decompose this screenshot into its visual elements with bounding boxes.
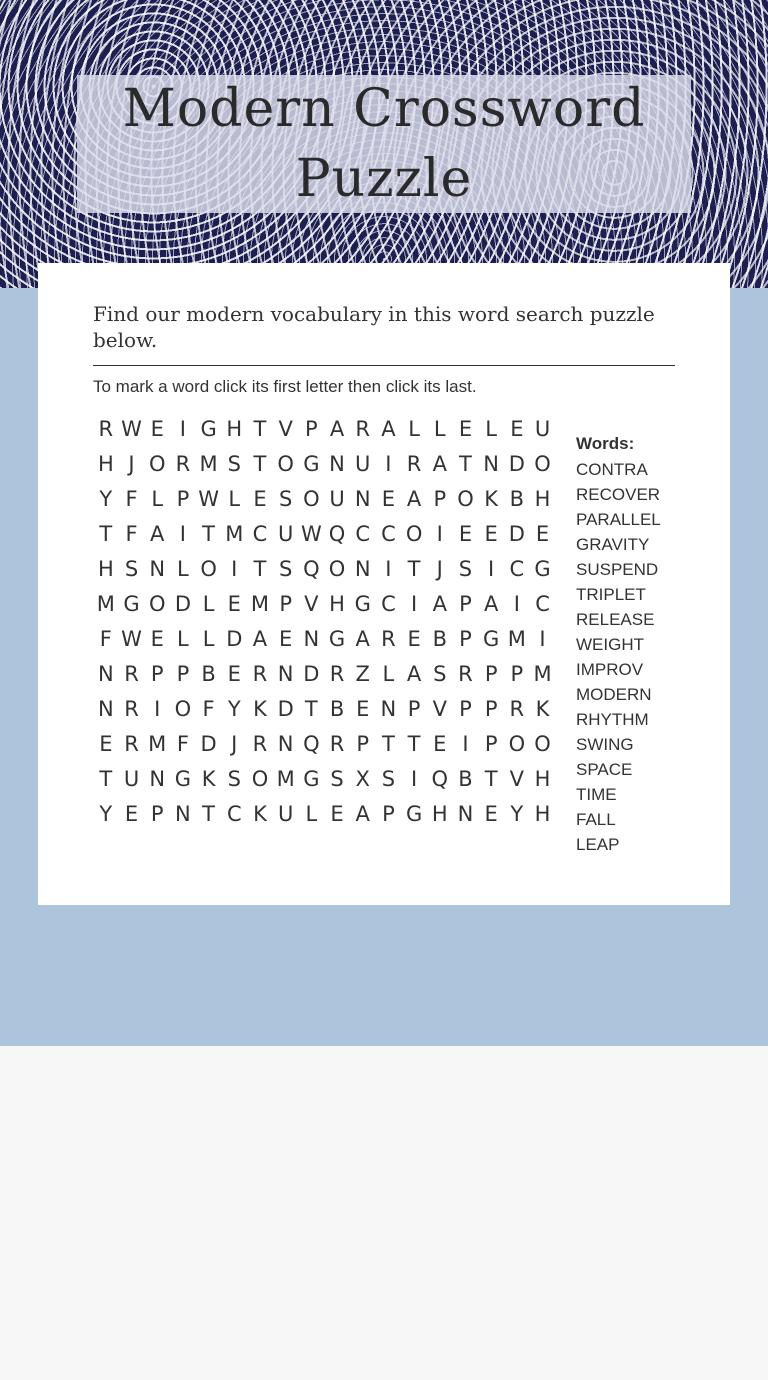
grid-letter[interactable]: N: [277, 661, 294, 686]
word-item: GRAVITY: [576, 535, 650, 554]
word-item: MODERN: [576, 685, 652, 704]
grid-letter[interactable]: F: [202, 696, 215, 721]
intro-text: Find our modern vocabulary in this word search puzzle below.: [93, 302, 655, 352]
grid-letter[interactable]: O: [328, 556, 346, 581]
grid-letter[interactable]: N: [277, 731, 294, 756]
word-item: FALL: [576, 810, 616, 829]
grid-letter[interactable]: G: [328, 626, 346, 651]
grid-letter[interactable]: T: [202, 521, 215, 546]
grid-letter[interactable]: B: [432, 626, 447, 651]
grid-letter[interactable]: Q: [303, 556, 320, 581]
grid-letter[interactable]: K: [201, 766, 216, 791]
grid-letter[interactable]: A: [252, 626, 268, 651]
grid-letter[interactable]: F: [99, 626, 112, 651]
grid-letter[interactable]: Q: [328, 521, 346, 546]
grid-letter[interactable]: N: [354, 556, 371, 581]
grid-letter[interactable]: O: [148, 451, 166, 476]
grid-letter[interactable]: T: [381, 731, 395, 756]
grid-letter[interactable]: L: [305, 801, 318, 826]
grid-letter[interactable]: E: [484, 801, 498, 826]
grid-letter[interactable]: X: [355, 766, 370, 791]
grid-letter[interactable]: G: [534, 556, 551, 581]
grid-letter[interactable]: O: [174, 696, 192, 721]
grid-letter[interactable]: V: [304, 591, 319, 616]
grid-letter[interactable]: M: [148, 731, 167, 756]
grid-letter[interactable]: E: [484, 521, 498, 546]
word-item: SUSPEND: [576, 560, 659, 579]
grid-letter[interactable]: L: [228, 486, 241, 511]
grid-letter[interactable]: G: [174, 766, 192, 791]
grid-letter[interactable]: I: [385, 451, 392, 476]
grid-letter[interactable]: T: [459, 451, 472, 476]
instructions-text: To mark a word click its first letter then click its last.: [93, 377, 477, 396]
grid-letter[interactable]: U: [329, 486, 345, 511]
grid-letter[interactable]: M: [276, 766, 295, 791]
grid-letter[interactable]: R: [124, 661, 139, 686]
grid-letter[interactable]: C: [535, 591, 550, 616]
grid-letter[interactable]: A: [381, 416, 396, 441]
grid-letter[interactable]: O: [277, 451, 294, 476]
grid-letter[interactable]: S: [330, 766, 344, 791]
grid-letter[interactable]: R: [175, 451, 191, 476]
grid-letter[interactable]: U: [123, 766, 140, 791]
grid-letter[interactable]: R: [98, 416, 114, 441]
grid-letter[interactable]: E: [381, 486, 396, 511]
grid-letter[interactable]: R: [252, 731, 268, 756]
grid-letter[interactable]: A: [406, 661, 422, 686]
title-line-1: Modern Crossword: [122, 79, 646, 139]
grid-letter[interactable]: C: [381, 591, 396, 616]
grid-letter[interactable]: H: [97, 451, 114, 476]
grid-letter[interactable]: E: [150, 626, 164, 651]
grid-letter[interactable]: L: [177, 626, 189, 651]
grid-letter[interactable]: N: [149, 556, 166, 581]
grid-letter[interactable]: P: [407, 696, 421, 721]
grid-letter[interactable]: E: [433, 731, 447, 756]
grid-letter[interactable]: T: [304, 696, 318, 721]
grid-letter[interactable]: H: [97, 556, 114, 581]
grid-letter[interactable]: K: [484, 486, 499, 511]
word-item: TIME: [576, 785, 617, 804]
divider: [93, 365, 675, 366]
grid-letter[interactable]: V: [278, 416, 293, 441]
word-item: IMPROV: [576, 660, 644, 679]
grid-letter[interactable]: E: [356, 696, 370, 721]
grid-letter[interactable]: G: [123, 591, 140, 616]
grid-letter[interactable]: O: [251, 766, 269, 791]
grid-letter[interactable]: D: [174, 591, 191, 616]
grid-letter[interactable]: J: [231, 731, 238, 756]
grid-letter[interactable]: O: [534, 451, 551, 476]
grid-letter[interactable]: P: [305, 416, 318, 441]
grid-letter[interactable]: E: [330, 801, 344, 826]
grid-letter[interactable]: I: [179, 521, 186, 546]
grid-letter[interactable]: R: [355, 416, 371, 441]
grid-letter[interactable]: W: [121, 626, 142, 651]
grid-letter[interactable]: P: [176, 486, 190, 511]
grid-letter[interactable]: I: [410, 591, 418, 616]
grid-letter[interactable]: I: [539, 626, 546, 651]
grid-letter[interactable]: N: [483, 451, 500, 476]
grid-letter[interactable]: C: [252, 521, 268, 546]
grid-letter[interactable]: L: [202, 591, 215, 616]
grid-letter[interactable]: B: [201, 661, 216, 686]
word-item: PARALLEL: [576, 510, 661, 529]
grid-letter[interactable]: O: [405, 521, 423, 546]
grid-letter[interactable]: D: [226, 626, 243, 651]
grid-letter[interactable]: T: [253, 451, 267, 476]
grid-letter[interactable]: Q: [431, 766, 449, 791]
grid-letter[interactable]: S: [458, 556, 473, 581]
grid-letter[interactable]: T: [99, 766, 113, 791]
grid-letter[interactable]: L: [433, 416, 446, 441]
grid-letter[interactable]: P: [279, 591, 292, 616]
grid-letter[interactable]: E: [99, 731, 113, 756]
grid-letter[interactable]: L: [151, 486, 164, 511]
puzzle-card: [38, 263, 730, 905]
grid-letter[interactable]: A: [406, 486, 422, 511]
grid-letter[interactable]: N: [97, 661, 114, 686]
grid-letter[interactable]: C: [226, 801, 242, 826]
grid-letter[interactable]: W: [121, 416, 142, 441]
grid-letter[interactable]: O: [148, 591, 166, 616]
grid-letter[interactable]: N: [149, 766, 166, 791]
grid-letter[interactable]: F: [125, 521, 138, 546]
grid-letter[interactable]: P: [150, 801, 164, 826]
word-items: [576, 457, 666, 857]
grid-letter[interactable]: D: [508, 521, 525, 546]
grid-letter[interactable]: O: [303, 486, 320, 511]
grid-letter[interactable]: E: [535, 521, 550, 546]
grid-letter[interactable]: Y: [227, 696, 241, 721]
grid-letter[interactable]: R: [406, 451, 422, 476]
grid-letter[interactable]: N: [380, 696, 397, 721]
grid-letter[interactable]: I: [154, 696, 161, 721]
grid-letter[interactable]: H: [431, 801, 448, 826]
grid-letter[interactable]: J: [436, 556, 443, 581]
letter-grid: [93, 411, 555, 831]
grid-letter[interactable]: E: [458, 416, 473, 441]
grid-letter[interactable]: T: [99, 521, 113, 546]
grid-letter[interactable]: I: [436, 521, 443, 546]
grid-letter[interactable]: I: [513, 591, 520, 616]
word-item: RECOVER: [576, 485, 661, 504]
grid-letter[interactable]: P: [484, 696, 498, 721]
word-item: LEAP: [576, 835, 620, 854]
grid-letter[interactable]: P: [484, 661, 498, 686]
grid-letter[interactable]: I: [410, 766, 418, 791]
grid-letter[interactable]: E: [510, 416, 524, 441]
grid-letter[interactable]: R: [381, 626, 396, 651]
grid-letter[interactable]: P: [459, 696, 472, 721]
grid-letter[interactable]: A: [432, 451, 447, 476]
grid-letter[interactable]: P: [459, 626, 472, 651]
grid-letter[interactable]: S: [433, 661, 447, 686]
grid-letter[interactable]: G: [303, 766, 320, 791]
grid-letter[interactable]: M: [199, 451, 218, 476]
grid-letter[interactable]: A: [355, 801, 370, 826]
grid-letter[interactable]: G: [483, 626, 500, 651]
grid-letter[interactable]: R: [458, 661, 473, 686]
grid-letter[interactable]: M: [507, 626, 526, 651]
grid-letter[interactable]: R: [252, 661, 268, 686]
grid-letter[interactable]: D: [508, 451, 525, 476]
grid-letter[interactable]: P: [433, 486, 447, 511]
grid-letter[interactable]: S: [278, 486, 293, 511]
grid-letter[interactable]: L: [177, 556, 189, 581]
grid-letter[interactable]: R: [124, 731, 139, 756]
grid-letter[interactable]: M: [96, 591, 115, 616]
grid-letter[interactable]: G: [405, 801, 423, 826]
grid-letter[interactable]: L: [408, 416, 420, 441]
grid-letter[interactable]: P: [356, 731, 370, 756]
grid-letter[interactable]: G: [354, 591, 371, 616]
grid-letter[interactable]: H: [534, 486, 551, 511]
grid-letter[interactable]: S: [227, 766, 241, 791]
word-list-heading: Words:: [576, 434, 635, 453]
grid-letter[interactable]: T: [484, 766, 498, 791]
grid-letter[interactable]: P: [382, 801, 395, 826]
word-list: [576, 433, 666, 857]
grid-letter[interactable]: E: [124, 801, 139, 826]
grid-letter[interactable]: E: [253, 486, 267, 511]
grid-letter[interactable]: D: [303, 661, 320, 686]
grid-letter[interactable]: T: [253, 416, 267, 441]
grid-letter[interactable]: I: [462, 731, 469, 756]
word-item: SWING: [576, 735, 634, 754]
grid-letter[interactable]: O: [200, 556, 217, 581]
grid-letter[interactable]: H: [226, 416, 243, 441]
page-title: [123, 74, 646, 214]
grid-letter[interactable]: A: [483, 591, 499, 616]
grid-letter[interactable]: N: [303, 626, 320, 651]
grid-letter[interactable]: F: [125, 486, 138, 511]
grid-letter[interactable]: E: [227, 591, 241, 616]
grid-letter[interactable]: R: [124, 696, 139, 721]
grid-letter[interactable]: B: [509, 486, 525, 511]
grid-letter[interactable]: O: [457, 486, 474, 511]
grid-letter[interactable]: R: [329, 731, 345, 756]
grid-letter[interactable]: I: [488, 556, 495, 581]
grid-letter[interactable]: A: [150, 521, 165, 546]
grid-letter[interactable]: T: [407, 556, 421, 581]
grid-letter[interactable]: E: [279, 626, 293, 651]
grid-letter[interactable]: V: [509, 766, 525, 791]
grid-letter[interactable]: Z: [355, 661, 370, 686]
grid-letter[interactable]: J: [128, 451, 135, 476]
grid-letter[interactable]: L: [485, 416, 497, 441]
grid-letter[interactable]: O: [534, 731, 551, 756]
grid-letter[interactable]: B: [458, 766, 473, 791]
grid-letter[interactable]: Y: [99, 801, 113, 826]
grid-letter[interactable]: I: [179, 416, 186, 441]
grid-letter[interactable]: R: [329, 661, 345, 686]
grid-letter[interactable]: I: [231, 556, 238, 581]
grid-letter[interactable]: O: [508, 731, 526, 756]
word-item: SPACE: [576, 760, 633, 779]
word-item: RHYTHM: [576, 710, 649, 729]
grid-letter[interactable]: P: [484, 731, 498, 756]
grid-letter[interactable]: L: [382, 661, 395, 686]
grid-letter[interactable]: U: [277, 521, 294, 546]
grid-letter[interactable]: E: [150, 416, 164, 441]
grid-letter[interactable]: N: [175, 801, 191, 826]
header-banner: [0, 0, 768, 288]
grid-letter[interactable]: G: [303, 451, 320, 476]
grid-letter[interactable]: L: [202, 626, 215, 651]
title-line-2: Puzzle: [295, 149, 473, 209]
grid-letter[interactable]: A: [355, 626, 370, 651]
grid-letter[interactable]: E: [458, 521, 473, 546]
grid-letter[interactable]: R: [509, 696, 525, 721]
grid-letter[interactable]: S: [227, 451, 241, 476]
grid-letter[interactable]: H: [329, 591, 345, 616]
grid-letter[interactable]: N: [329, 451, 345, 476]
grid-letter[interactable]: K: [253, 801, 267, 826]
grid-letter[interactable]: A: [329, 416, 345, 441]
grid-letter[interactable]: U: [277, 801, 294, 826]
grid-letter[interactable]: E: [407, 626, 421, 651]
grid-letter[interactable]: T: [407, 731, 421, 756]
grid-letter[interactable]: D: [277, 696, 294, 721]
grid-letter[interactable]: U: [355, 451, 371, 476]
grid-letter[interactable]: H: [534, 801, 551, 826]
grid-letter[interactable]: K: [535, 696, 550, 721]
grid-letter[interactable]: D: [200, 731, 217, 756]
grid-letter[interactable]: E: [227, 661, 241, 686]
grid-letter[interactable]: W: [198, 486, 219, 511]
grid-letter[interactable]: N: [354, 486, 371, 511]
grid-letter[interactable]: Y: [99, 486, 113, 511]
grid-letter[interactable]: T: [202, 801, 215, 826]
grid-letter[interactable]: T: [253, 556, 267, 581]
grid-letter[interactable]: S: [124, 556, 139, 581]
grid-letter[interactable]: M: [225, 521, 244, 546]
grid-letter[interactable]: Y: [510, 801, 524, 826]
grid-letter[interactable]: P: [510, 661, 524, 686]
word-item: CONTRA: [576, 460, 648, 479]
grid-letter[interactable]: K: [253, 696, 267, 721]
grid-letter[interactable]: N: [97, 696, 114, 721]
grid-letter[interactable]: I: [385, 556, 392, 581]
grid-letter[interactable]: A: [432, 591, 447, 616]
grid-letter[interactable]: W: [300, 521, 322, 546]
grid-letter[interactable]: P: [150, 661, 164, 686]
grid-letter[interactable]: F: [176, 731, 189, 756]
word-item: RELEASE: [576, 610, 655, 629]
grid-letter[interactable]: N: [457, 801, 474, 826]
grid-letter[interactable]: G: [200, 416, 217, 441]
grid-letter[interactable]: S: [381, 766, 396, 791]
grid-letter[interactable]: Q: [303, 731, 320, 756]
grid-letter[interactable]: H: [534, 766, 551, 791]
grid-letter[interactable]: B: [329, 696, 345, 721]
word-item: TRIPLET: [576, 585, 646, 604]
grid-letter[interactable]: U: [534, 416, 551, 441]
grid-letter[interactable]: C: [355, 521, 371, 546]
title-box: [77, 75, 691, 213]
grid-letter[interactable]: P: [459, 591, 472, 616]
grid-letter[interactable]: S: [278, 556, 293, 581]
grid-letter[interactable]: C: [381, 521, 396, 546]
grid-letter[interactable]: C: [509, 556, 525, 581]
grid-letter[interactable]: V: [432, 696, 447, 721]
grid-letter[interactable]: M: [533, 661, 552, 686]
grid-letter[interactable]: P: [176, 661, 190, 686]
word-item: WEIGHT: [576, 635, 644, 654]
grid-letter[interactable]: M: [250, 591, 270, 616]
